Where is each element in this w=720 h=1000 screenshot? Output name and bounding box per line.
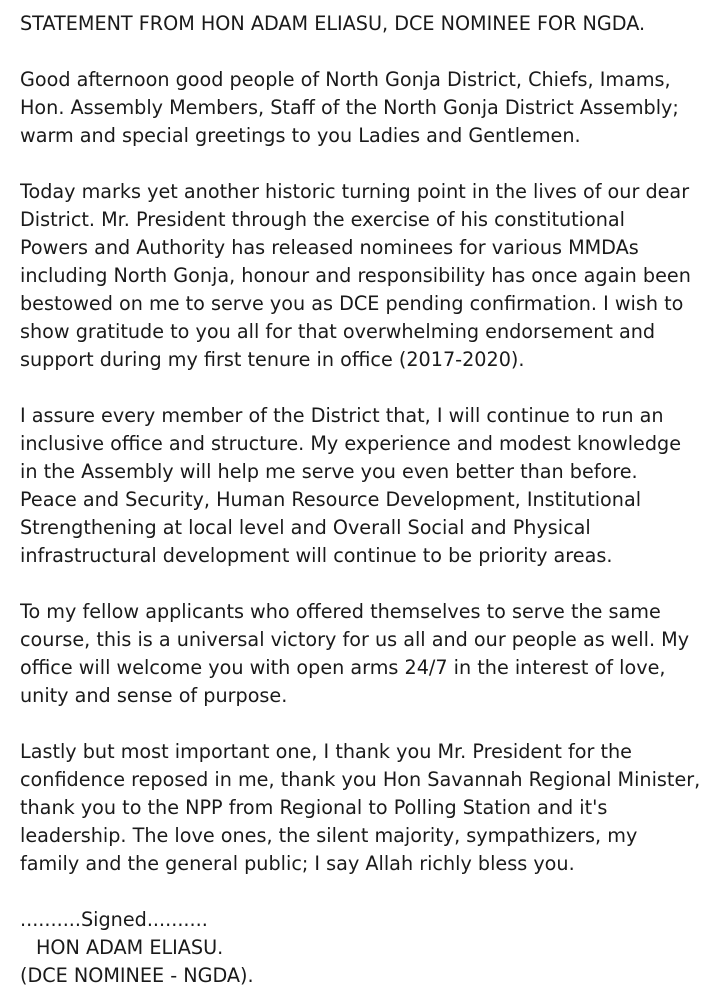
signatory-name: HON ADAM ELIASU.: [36, 936, 224, 959]
paragraph-thanks: [20, 738, 710, 878]
text-line: Strengthening at local level and Overall Social and Physical: [20, 516, 591, 539]
paragraph-gap: [20, 878, 710, 906]
text-line: To my fellow applicants who offered themselves to serve the same: [20, 600, 661, 623]
signed-line: ..........Signed..........: [20, 908, 208, 931]
text-line: warm and special greetings to you Ladies and Gentlemen.: [20, 124, 581, 147]
text-line: show gratitude to you all for that overwhelming endorsement and: [20, 320, 656, 343]
paragraph-gap: [20, 374, 710, 402]
paragraph-assurance: [20, 402, 710, 570]
text-line: in the Assembly will help me serve you even better than before.: [20, 460, 638, 483]
signature-block: [20, 906, 710, 990]
paragraph-greeting: [20, 66, 710, 150]
text-line: Good afternoon good people of North Gonja District, Chiefs, Imams,: [20, 68, 671, 91]
text-line: thank you to the NPP from Regional to Polling Station and it's: [20, 796, 608, 819]
paragraph-gap: [20, 38, 710, 66]
text-line: including North Gonja, honour and responsibility has once again been: [20, 264, 691, 287]
paragraph-gap: [20, 150, 710, 178]
text-line: inclusive office and structure. My experience and modest knowledge: [20, 432, 682, 455]
text-line: course, this is a universal victory for us all and our people as well. My: [20, 628, 690, 651]
signatory-role: (DCE NOMINEE - NGDA).: [20, 964, 254, 987]
text-line: office will welcome you with open arms 24/7 in the interest of love,: [20, 656, 666, 679]
text-line: support during my first tenure in office (2017-2020).: [20, 348, 525, 371]
text-line: I assure every member of the District that, I will continue to run an: [20, 404, 664, 427]
text-line: bestowed on me to serve you as DCE pending confirmation. I wish to: [20, 292, 684, 315]
paragraph-applicants: [20, 598, 710, 710]
text-line: Today marks yet another historic turning point in the lives of our dear: [20, 180, 690, 203]
paragraph-gap: [20, 570, 710, 598]
text-line: leadership. The love ones, the silent majority, sympathizers, my: [20, 824, 638, 847]
paragraph-nomination: [20, 178, 710, 374]
paragraph-gap: [20, 710, 710, 738]
statement-document: [20, 10, 710, 990]
text-line: District. Mr. President through the exercise of his constitutional: [20, 208, 625, 231]
text-line: Peace and Security, Human Resource Development, Institutional: [20, 488, 642, 511]
text-line: Hon. Assembly Members, Staff of the North Gonja District Assembly;: [20, 96, 679, 119]
text-line: Lastly but most important one, I thank you Mr. President for the: [20, 740, 632, 763]
statement-title: STATEMENT FROM HON ADAM ELIASU, DCE NOMINEE FOR NGDA.: [20, 12, 646, 35]
text-line: unity and sense of purpose.: [20, 684, 288, 707]
text-line: confidence reposed in me, thank you Hon Savannah Regional Minister,: [20, 768, 701, 791]
text-line: family and the general public; I say Allah richly bless you.: [20, 852, 575, 875]
text-line: infrastructural development will continue to be priority areas.: [20, 544, 613, 567]
text-line: Powers and Authority has released nominees for various MMDAs: [20, 236, 639, 259]
